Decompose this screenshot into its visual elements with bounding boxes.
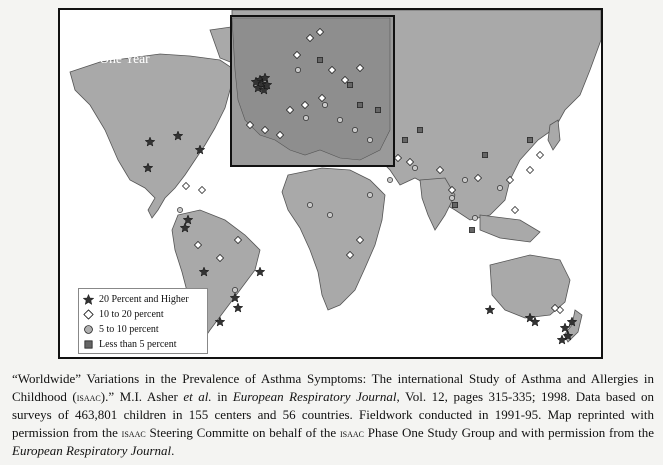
caption-et-al: et al.: [183, 389, 212, 404]
legend-item-high: [83, 292, 203, 307]
star-marker: [485, 305, 495, 314]
circle-marker: [462, 177, 467, 182]
caption-text-7: .: [171, 443, 175, 458]
india-landmass: [420, 178, 455, 230]
square-marker: [402, 137, 407, 142]
circle-marker: [367, 192, 372, 197]
square-marker: [469, 227, 474, 232]
star-marker: [233, 303, 243, 312]
map-title: [72, 16, 232, 67]
caption-isaac-2: isaac: [121, 426, 146, 440]
caption-text-1: “Worldwide” Variations in the Prevalence of Asthma Symptoms: The international Study of Asthma and Allergies in Childhood (: [12, 371, 654, 404]
map-title-line-1: Prevalence of Wheezing: [72, 17, 204, 32]
diamond-marker: [527, 167, 534, 174]
diamond-icon: [83, 309, 94, 320]
square-icon: [83, 339, 94, 350]
star-icon: [83, 294, 94, 305]
map-legend: [78, 288, 208, 354]
legend-label: 5 to 10 percent: [99, 324, 159, 335]
caption-text-4: , Vol. 12, pages 315-335; 1998. Data based on surveys of 463,801 children in 155 centers and 56 countries. Fieldwork conducted in 1991-95. Map reprinted with permission from the: [12, 389, 654, 440]
legend-item-mid-high: [83, 307, 203, 322]
caption-text-5: Steering Committe on behalf of the: [145, 425, 340, 440]
caption-text-6: Phase One Study Group and with permission from the: [363, 425, 654, 440]
circle-marker: [177, 207, 182, 212]
legend-item-mid-low: [83, 322, 203, 337]
caption-text-3: in: [211, 389, 233, 404]
square-marker: [482, 152, 487, 157]
diamond-marker: [183, 183, 190, 190]
legend-label: Less than 5 percent: [99, 339, 177, 350]
map-title-line-2: in 13-and 14-Year-Olds: [72, 34, 200, 49]
circle-marker: [307, 202, 312, 207]
se-asia-islands-landmass: [480, 215, 540, 242]
square-marker: [417, 127, 422, 132]
circle-icon: [83, 324, 94, 335]
caption-isaac-3: isaac: [339, 426, 364, 440]
circle-marker: [472, 215, 477, 220]
square-marker: [452, 202, 457, 207]
caption-text-2: ).” M.I. Asher: [100, 389, 184, 404]
africa-landmass: [282, 168, 385, 310]
europe-inset-frame: [230, 15, 395, 167]
legend-label: 10 to 20 percent: [99, 309, 164, 320]
figure-caption: [12, 370, 654, 460]
diamond-marker: [537, 152, 544, 159]
circle-marker: [232, 287, 237, 292]
square-marker: [527, 137, 532, 142]
star-marker: [255, 267, 265, 276]
diamond-marker: [199, 187, 206, 194]
circle-marker: [412, 165, 417, 170]
circle-marker: [497, 185, 502, 190]
legend-item-low: [83, 337, 203, 352]
north-america-landmass: [70, 54, 235, 218]
caption-isaac-1: isaac: [76, 390, 101, 404]
circle-marker: [387, 177, 392, 182]
caption-journal-2: European Respiratory Journal: [12, 443, 172, 458]
legend-label: 20 Percent and Higher: [99, 294, 189, 305]
circle-marker: [449, 195, 454, 200]
diamond-marker: [512, 207, 519, 214]
circle-marker: [327, 212, 332, 217]
world-map: [58, 8, 603, 359]
map-title-line-3: over One Year: [72, 51, 150, 66]
caption-journal-1: European Respiratory Journal: [232, 389, 397, 404]
